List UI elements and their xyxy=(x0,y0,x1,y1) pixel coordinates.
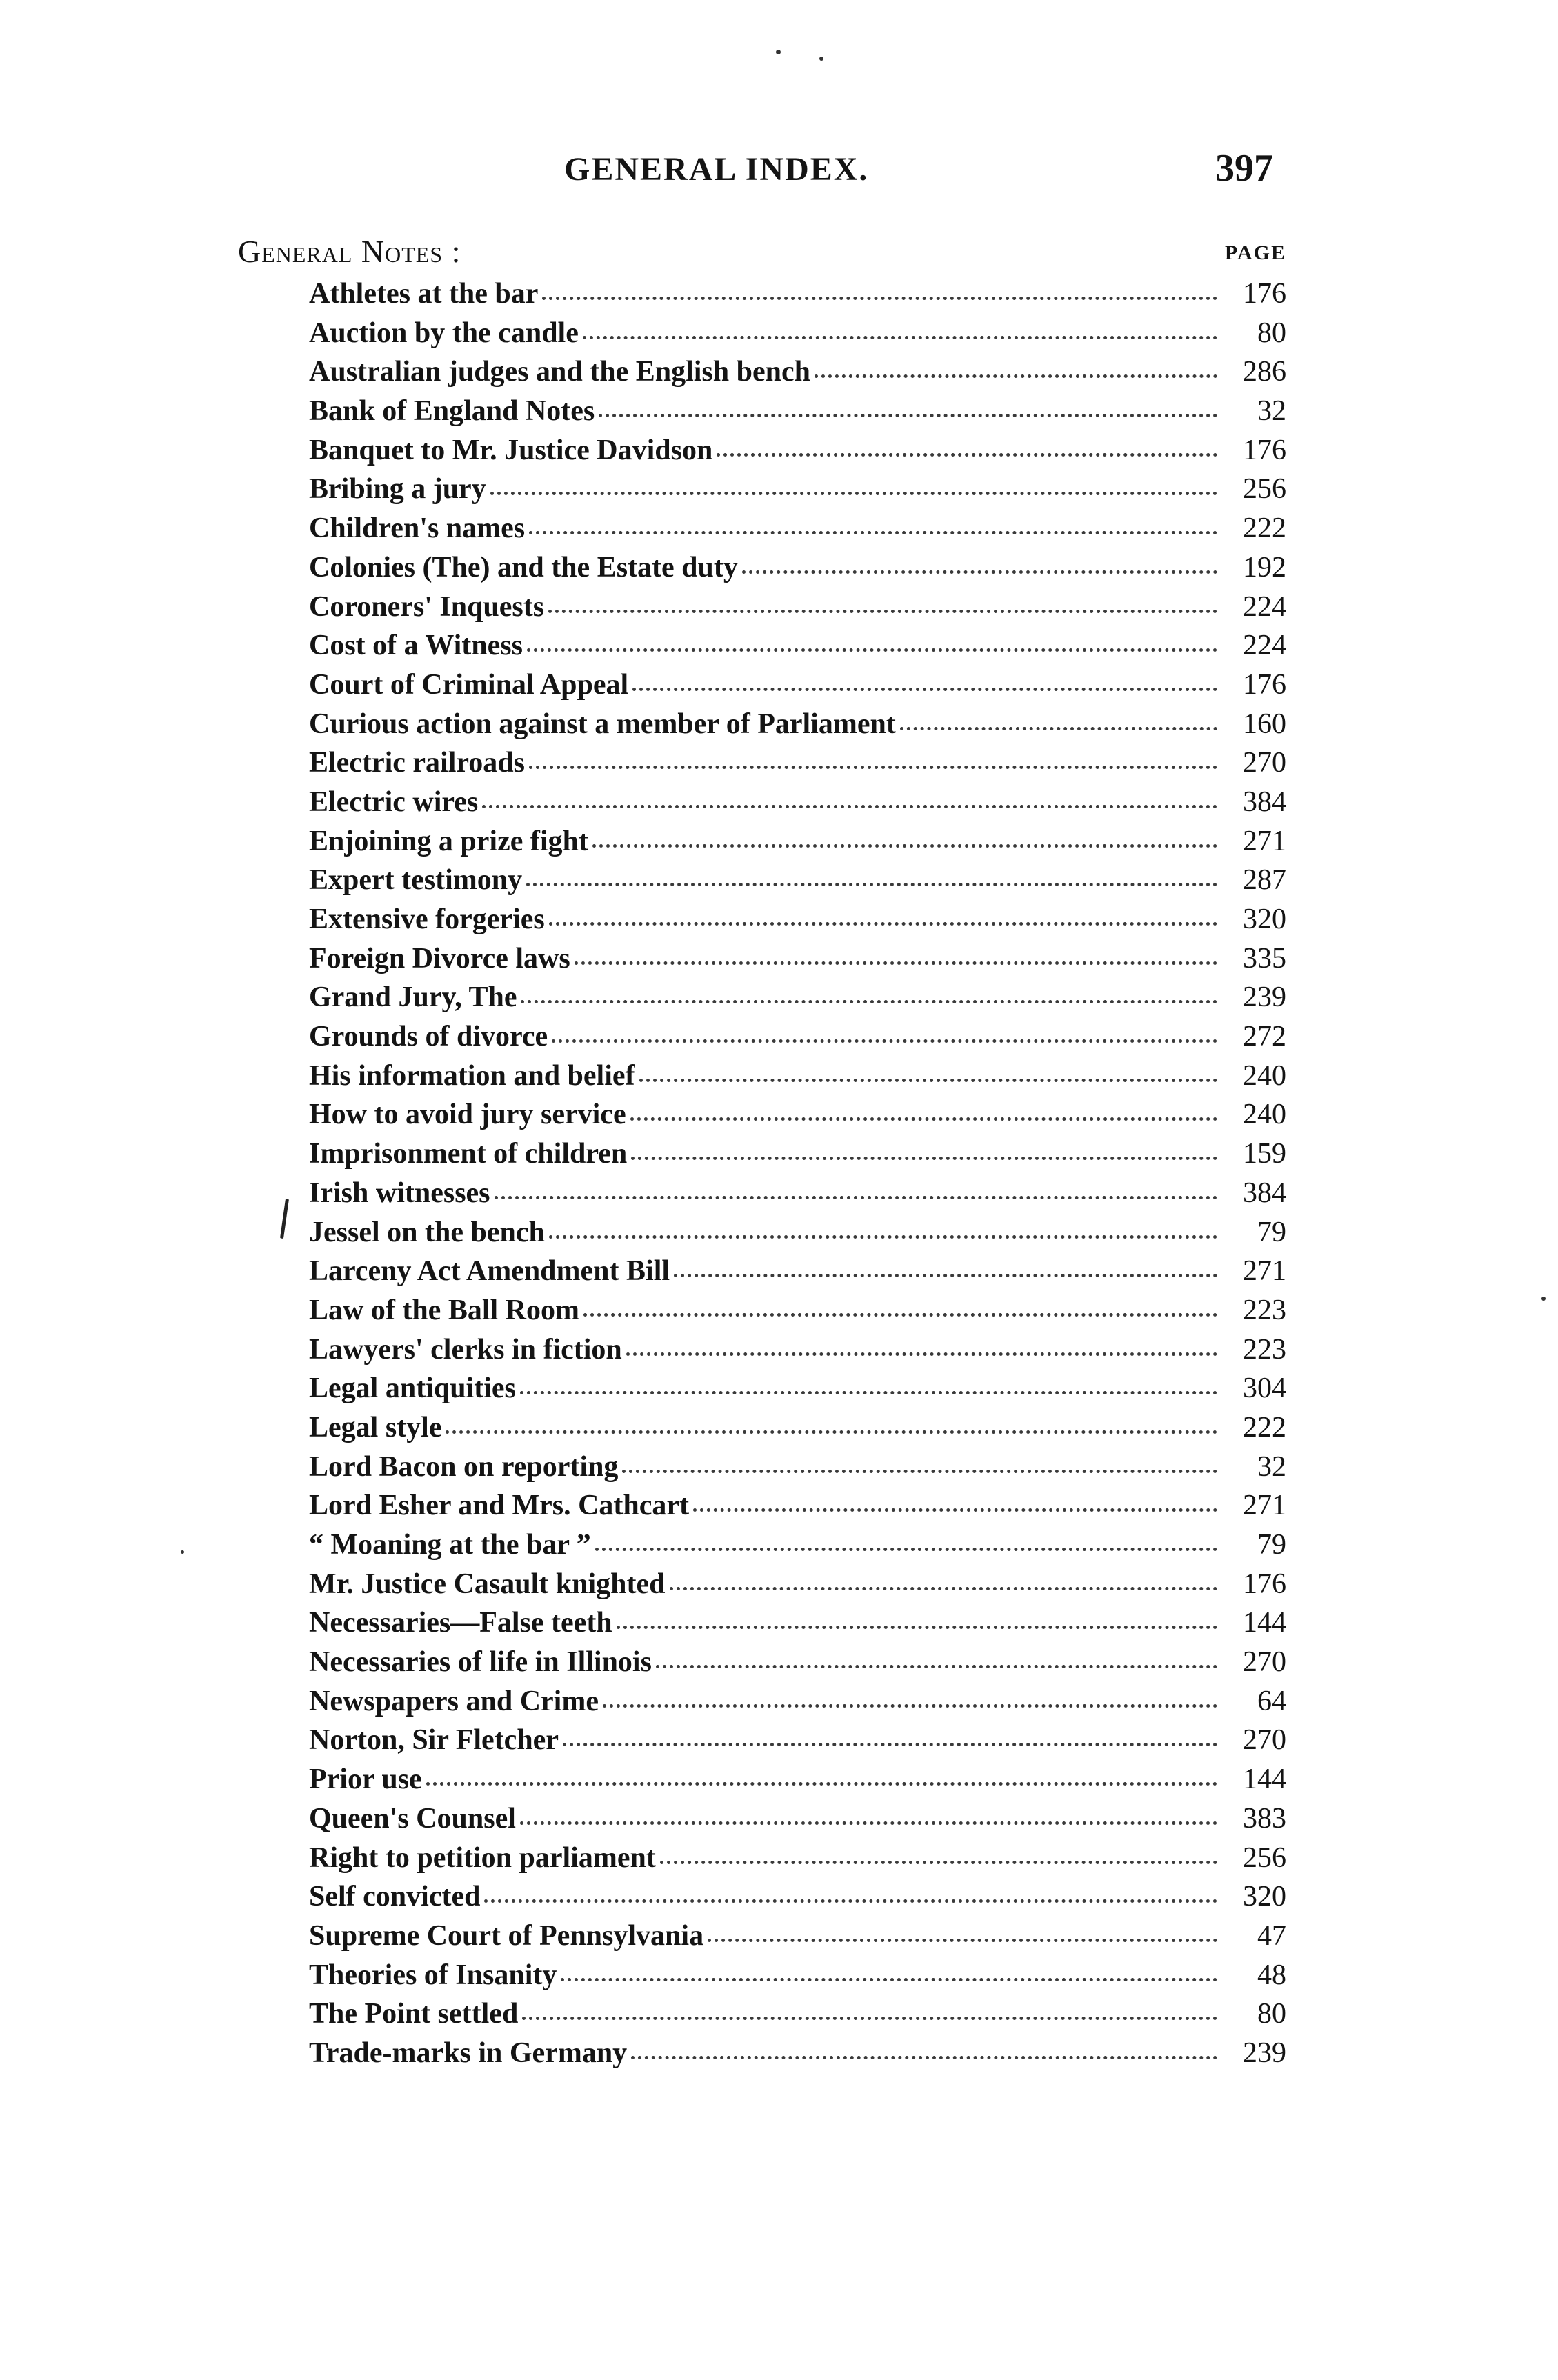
index-entry xyxy=(309,900,1286,939)
entry-title: Australian judges and the English bench xyxy=(309,356,811,388)
dot-leader xyxy=(670,1587,1218,1590)
entry-page-number: 32 xyxy=(1257,1450,1286,1483)
index-entry xyxy=(309,1057,1286,1096)
index-entry xyxy=(309,978,1286,1017)
entry-title: His information and belief xyxy=(309,1059,635,1092)
entry-title: Grand Jury, The xyxy=(309,981,517,1014)
entry-page-number: 224 xyxy=(1243,630,1286,662)
dot-leader xyxy=(521,1000,1217,1003)
entry-page-number: 335 xyxy=(1243,942,1286,974)
index-entry xyxy=(309,1721,1286,1760)
index-entry xyxy=(309,274,1286,314)
index-entry xyxy=(309,783,1286,822)
index-entry xyxy=(309,1760,1286,1799)
entry-page-number: 160 xyxy=(1243,708,1286,740)
entry-title: Banquet to Mr. Justice Davidson xyxy=(309,434,713,466)
index-entry xyxy=(309,1095,1286,1134)
dot-leader xyxy=(617,1626,1217,1629)
index-entry xyxy=(309,1994,1286,2034)
entry-page-number: 240 xyxy=(1243,1099,1286,1131)
index-entry xyxy=(309,1917,1286,1956)
entry-page-number: 287 xyxy=(1243,864,1286,897)
entry-title: Coroners' Inquests xyxy=(309,590,545,623)
entry-title: Imprisonment of children xyxy=(309,1138,628,1170)
entry-title: Electric railroads xyxy=(309,747,525,779)
index-entry xyxy=(309,1330,1286,1370)
section-heading xyxy=(238,233,1286,274)
dot-leader xyxy=(495,1196,1217,1199)
entry-title: Auction by the candle xyxy=(309,317,579,349)
entry-title: Supreme Court of Pennsylvania xyxy=(309,1919,704,1952)
entry-page-number: 271 xyxy=(1243,1255,1286,1288)
dot-leader xyxy=(900,727,1217,730)
dot-leader xyxy=(708,1939,1217,1942)
dot-leader xyxy=(529,766,1217,769)
paper-speck xyxy=(181,1550,184,1554)
entry-title: Curious action against a member of Parliament xyxy=(309,708,896,740)
entry-title: Enjoining a prize fight xyxy=(309,825,588,857)
entry-page-number: 240 xyxy=(1243,1059,1286,1092)
paper-speck xyxy=(1541,1297,1546,1301)
dot-leader xyxy=(674,1274,1217,1277)
entry-title: Bribing a jury xyxy=(309,473,486,506)
entry-page-number: 32 xyxy=(1257,395,1286,428)
index-entry xyxy=(309,1369,1286,1408)
index-entry xyxy=(309,1839,1286,1878)
entry-title: The Point settled xyxy=(309,1998,519,2030)
dot-leader xyxy=(631,1157,1217,1160)
paper-speck xyxy=(776,50,781,54)
index-entry xyxy=(309,2034,1286,2073)
entry-title: Newspapers and Crime xyxy=(309,1685,599,1717)
entry-page-number: 144 xyxy=(1243,1763,1286,1796)
index-entry xyxy=(309,1526,1286,1565)
index-entry xyxy=(309,431,1286,470)
dot-leader xyxy=(660,1861,1217,1864)
entry-page-number: 270 xyxy=(1243,1724,1286,1757)
entry-title: “ Moaning at the bar ” xyxy=(309,1529,591,1561)
running-title: GENERAL INDEX. xyxy=(564,151,869,188)
entry-page-number: 256 xyxy=(1243,1841,1286,1874)
entry-page-number: 383 xyxy=(1243,1802,1286,1834)
entry-page-number: 80 xyxy=(1257,1998,1286,2030)
index-entry xyxy=(309,861,1286,900)
dot-leader xyxy=(426,1782,1217,1786)
dot-leader xyxy=(717,453,1217,457)
entry-page-number: 239 xyxy=(1243,981,1286,1014)
index-entry xyxy=(309,1877,1286,1917)
entry-title: Self convicted xyxy=(309,1881,481,1913)
dot-leader xyxy=(815,374,1217,378)
entry-title: Legal antiquities xyxy=(309,1372,516,1405)
entry-title: Jessel on the bench xyxy=(309,1216,545,1248)
dot-leader xyxy=(622,1470,1217,1473)
dot-leader xyxy=(603,1704,1217,1708)
dot-leader xyxy=(542,297,1217,300)
index-entry xyxy=(309,392,1286,431)
dot-leader xyxy=(527,648,1217,652)
dot-leader xyxy=(599,414,1217,417)
entry-title: How to avoid jury service xyxy=(309,1099,626,1131)
dot-leader xyxy=(626,1352,1217,1356)
index-entry xyxy=(309,509,1286,548)
entry-title: Queen's Counsel xyxy=(309,1802,516,1834)
index-list xyxy=(309,274,1286,2073)
dot-leader xyxy=(631,2056,1217,2059)
entry-page-number: 223 xyxy=(1243,1294,1286,1326)
entry-title: Lord Esher and Mrs. Cathcart xyxy=(309,1490,690,1522)
dot-leader xyxy=(561,1978,1217,1981)
entry-page-number: 271 xyxy=(1243,1490,1286,1522)
page-number: 397 xyxy=(1215,147,1273,190)
entry-page-number: 239 xyxy=(1243,2037,1286,2069)
index-entry xyxy=(309,1486,1286,1526)
entry-page-number: 176 xyxy=(1243,1568,1286,1600)
index-entry xyxy=(309,548,1286,588)
dot-leader xyxy=(522,2017,1217,2020)
index-entry xyxy=(309,1956,1286,1995)
entry-title: Court of Criminal Appeal xyxy=(309,668,629,701)
dot-leader xyxy=(484,1899,1217,1903)
entry-page-number: 144 xyxy=(1243,1607,1286,1639)
entry-title: Grounds of divorce xyxy=(309,1021,548,1053)
entry-title: Right to petition parliament xyxy=(309,1841,656,1874)
index-entry xyxy=(309,314,1286,353)
section-title: General Notes : xyxy=(238,234,461,269)
index-entry xyxy=(309,352,1286,392)
entry-page-number: 384 xyxy=(1243,786,1286,818)
entry-page-number: 222 xyxy=(1243,1411,1286,1443)
dot-leader xyxy=(630,1117,1217,1121)
dot-leader xyxy=(575,961,1217,965)
entry-title: Prior use xyxy=(309,1763,422,1796)
dot-leader xyxy=(446,1430,1217,1434)
entry-page-number: 270 xyxy=(1243,747,1286,779)
entry-page-number: 176 xyxy=(1243,434,1286,466)
entry-title: Bank of England Notes xyxy=(309,395,595,428)
index-entry xyxy=(309,470,1286,509)
dot-leader xyxy=(549,1235,1217,1239)
dot-leader xyxy=(693,1508,1217,1512)
entry-title: Irish witnesses xyxy=(309,1177,490,1209)
dot-leader xyxy=(639,1079,1217,1082)
entry-page-number: 320 xyxy=(1243,903,1286,935)
entry-page-number: 384 xyxy=(1243,1177,1286,1209)
index-entry xyxy=(309,1565,1286,1604)
index-entry xyxy=(309,1799,1286,1839)
entry-page-number: 79 xyxy=(1257,1216,1286,1248)
dot-leader xyxy=(742,570,1217,574)
entry-page-number: 192 xyxy=(1243,551,1286,583)
entry-title: Expert testimony xyxy=(309,864,523,897)
index-entry xyxy=(309,1213,1286,1252)
entry-title: Trade-marks in Germany xyxy=(309,2037,628,2069)
entry-title: Mr. Justice Casault knighted xyxy=(309,1568,666,1600)
dot-leader xyxy=(563,1743,1217,1746)
entry-page-number: 224 xyxy=(1243,590,1286,623)
entry-page-number: 48 xyxy=(1257,1959,1286,1991)
entry-page-number: 256 xyxy=(1243,473,1286,506)
margin-pencil-mark xyxy=(280,1199,289,1239)
index-entry xyxy=(309,1291,1286,1330)
index-entry xyxy=(309,1682,1286,1721)
entry-page-number: 272 xyxy=(1243,1021,1286,1053)
entry-title: Theories of Insanity xyxy=(309,1959,557,1991)
dot-leader xyxy=(656,1665,1217,1668)
entry-title: Extensive forgeries xyxy=(309,903,545,935)
dot-leader xyxy=(592,844,1217,848)
entry-title: Legal style xyxy=(309,1411,442,1443)
index-entry xyxy=(309,1134,1286,1174)
entry-title: Law of the Ball Room xyxy=(309,1294,579,1326)
index-entry xyxy=(309,666,1286,705)
entry-page-number: 304 xyxy=(1243,1372,1286,1405)
dot-leader xyxy=(529,531,1217,534)
entry-page-number: 176 xyxy=(1243,668,1286,701)
dot-leader xyxy=(526,883,1217,886)
entry-page-number: 271 xyxy=(1243,825,1286,857)
page-column-label: PAGE xyxy=(1224,241,1286,264)
dot-leader xyxy=(490,492,1217,495)
index-entry xyxy=(309,1017,1286,1057)
dot-leader xyxy=(548,610,1217,613)
entry-title: Athletes at the bar xyxy=(309,278,539,310)
entry-page-number: 176 xyxy=(1243,278,1286,310)
dot-leader xyxy=(583,336,1217,339)
index-entry xyxy=(309,939,1286,979)
entry-page-number: 79 xyxy=(1257,1529,1286,1561)
index-entry xyxy=(309,1603,1286,1643)
running-header xyxy=(0,147,1558,199)
index-entry xyxy=(309,1174,1286,1213)
entry-title: Electric wires xyxy=(309,786,479,818)
entry-title: Necessaries—False teeth xyxy=(309,1607,612,1639)
dot-leader xyxy=(595,1548,1217,1551)
entry-page-number: 270 xyxy=(1243,1646,1286,1679)
dot-leader xyxy=(482,805,1217,808)
entry-page-number: 159 xyxy=(1243,1138,1286,1170)
dot-leader xyxy=(632,688,1217,691)
entry-title: Foreign Divorce laws xyxy=(309,942,570,974)
index-entry xyxy=(309,588,1286,627)
entry-page-number: 80 xyxy=(1257,317,1286,349)
dot-leader xyxy=(520,1391,1217,1394)
entry-page-number: 47 xyxy=(1257,1919,1286,1952)
paper-speck xyxy=(819,57,823,61)
entry-title: Children's names xyxy=(309,512,526,545)
index-entry xyxy=(309,705,1286,744)
index-entry xyxy=(309,743,1286,783)
entry-title: Norton, Sir Fletcher xyxy=(309,1724,559,1757)
entry-page-number: 320 xyxy=(1243,1881,1286,1913)
entry-page-number: 64 xyxy=(1257,1685,1286,1717)
entry-title: Lawyers' clerks in fiction xyxy=(309,1333,622,1366)
index-entry xyxy=(309,1252,1286,1291)
dot-leader xyxy=(552,1039,1217,1043)
entry-title: Necessaries of life in Illinois xyxy=(309,1646,652,1679)
dot-leader xyxy=(520,1821,1217,1825)
entry-title: Cost of a Witness xyxy=(309,630,523,662)
entry-page-number: 286 xyxy=(1243,356,1286,388)
index-entry xyxy=(309,1448,1286,1487)
entry-page-number: 222 xyxy=(1243,512,1286,545)
index-entry xyxy=(309,822,1286,861)
index-entry xyxy=(309,626,1286,666)
dot-leader xyxy=(549,922,1217,926)
index-entry xyxy=(309,1408,1286,1448)
dot-leader xyxy=(583,1313,1217,1317)
index-entry xyxy=(309,1643,1286,1682)
entry-title: Colonies (The) and the Estate duty xyxy=(309,551,738,583)
entry-page-number: 223 xyxy=(1243,1333,1286,1366)
entry-title: Lord Bacon on reporting xyxy=(309,1450,619,1483)
entry-title: Larceny Act Amendment Bill xyxy=(309,1255,670,1288)
